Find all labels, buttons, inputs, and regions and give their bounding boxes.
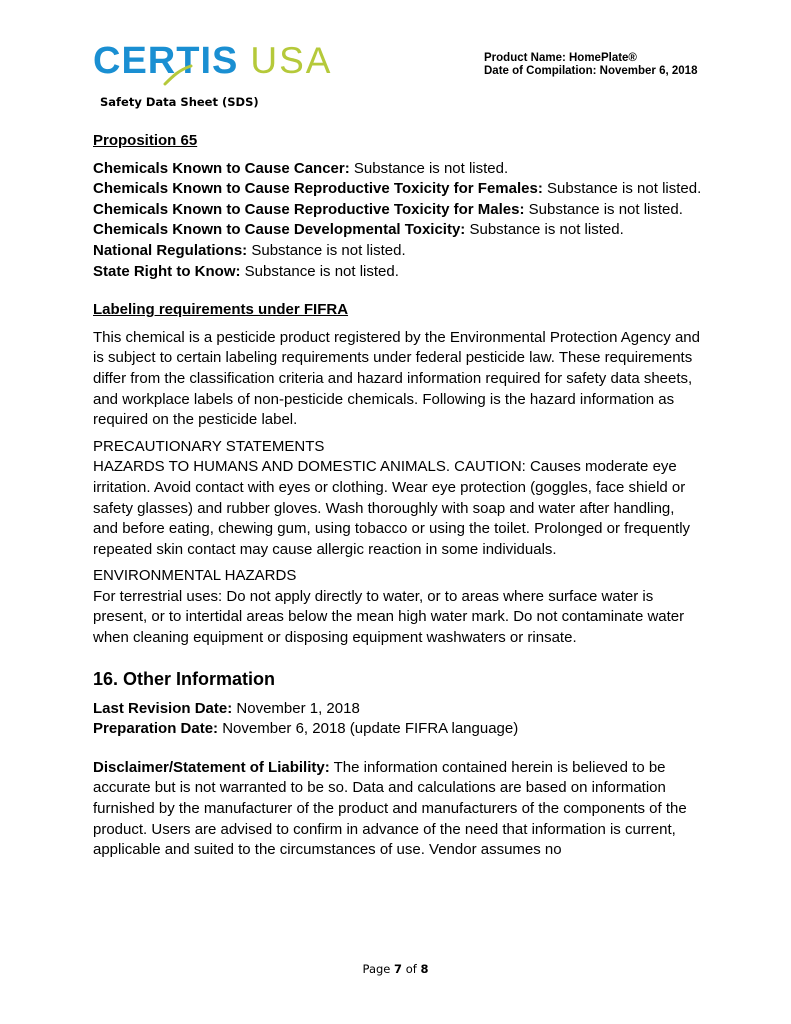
preparation-date: November 6, 2018 (update FIFRA language): [222, 720, 519, 738]
prop65-heading: Proposition 65: [93, 132, 198, 149]
logo-swoosh-icon: [163, 64, 193, 86]
product-name-line: Product Name: HomePlate®: [484, 52, 637, 64]
prop65-item: Chemicals Known to Cause Cancer: Substance is not listed.: [93, 159, 509, 177]
prop65-item: Chemicals Known to Cause Developmental Toxicity: Substance is not listed.: [93, 221, 624, 239]
document-type-label: Safety Data Sheet (SDS): [100, 95, 259, 109]
logo-usa-text: USA: [250, 40, 333, 81]
prop65-list: [93, 159, 703, 283]
page-content: [93, 131, 703, 861]
precautionary-text: HAZARDS TO HUMANS AND DOMESTIC ANIMALS. CAUTION: Causes moderate eye irritation. Avoid contact with eyes or clothing. Wear eye protection (goggles, face shield or safety glasses) and rubber gloves. Wash thoroughly with soap and water after handling, and before eating, chewing gum, using tobacco or using the toilet. Prolonged or frequently repeated skin contact may cause allergic reaction in some individuals.: [93, 458, 691, 558]
last-revision-date: November 1, 2018: [236, 699, 360, 717]
last-revision-line: Last Revision Date: November 1, 2018: [93, 699, 360, 717]
prop65-item: National Regulations: Substance is not listed.: [93, 241, 406, 259]
prop65-item: State Right to Know: Substance is not listed.: [93, 262, 399, 280]
environmental-text: For terrestrial uses: Do not apply directly to water, or to areas where surface water is present, or to intertidal areas below the mean high water mark. Do not contaminate water when cleaning equipment or disposing equipment washwaters or rinsate.: [93, 587, 685, 647]
precautionary-heading: PRECAUTIONARY STATEMENTS: [93, 437, 325, 455]
page-footer: Page 7 of 8: [362, 962, 429, 976]
fifra-heading: Labeling requirements under FIFRA: [93, 301, 349, 319]
product-name: HomePlate®: [569, 52, 637, 64]
preparation-line: Preparation Date: November 6, 2018 (update FIFRA language): [93, 720, 519, 738]
compilation-date: November 6, 2018: [599, 65, 698, 77]
page-total: 8: [420, 962, 429, 976]
certis-usa-logo: [93, 40, 332, 80]
header-meta: [484, 52, 697, 78]
prop65-item: Chemicals Known to Cause Reproductive Toxicity for Females: Substance is not listed.: [93, 180, 702, 198]
page-current: 7: [394, 962, 403, 976]
disclaimer: Disclaimer/Statement of Liability: The information contained herein is believed to be accurate but is not warranted to be so. Data and calculations are based on information furnished by the manufacturer of the product and manufacturers of the components of the product. Users are advised to confirm in advance of the need that information is current, applicable and suited to the circumstances of use. Vendor assumes no: [93, 758, 687, 859]
fifra-intro: This chemical is a pesticide product registered by the Environmental Protection Agency and is subject to certain labeling requirements under federal pesticide law. These requirements differ from the classification criteria and hazard information required for safety data sheets, and workplace labels of non-pesticide chemicals. Following is the hazard information as required on the pesticide label.: [93, 328, 700, 429]
environmental-heading: ENVIRONMENTAL HAZARDS: [93, 567, 297, 585]
other-information-heading: 16. Other Information: [93, 668, 276, 689]
logo-certis-text: CERTIS: [93, 40, 239, 82]
prop65-item: Chemicals Known to Cause Reproductive Toxicity for Males: Substance is not listed.: [93, 200, 683, 218]
page-header: [0, 0, 791, 120]
compilation-date-line: Date of Compilation: November 6, 2018: [484, 65, 698, 77]
